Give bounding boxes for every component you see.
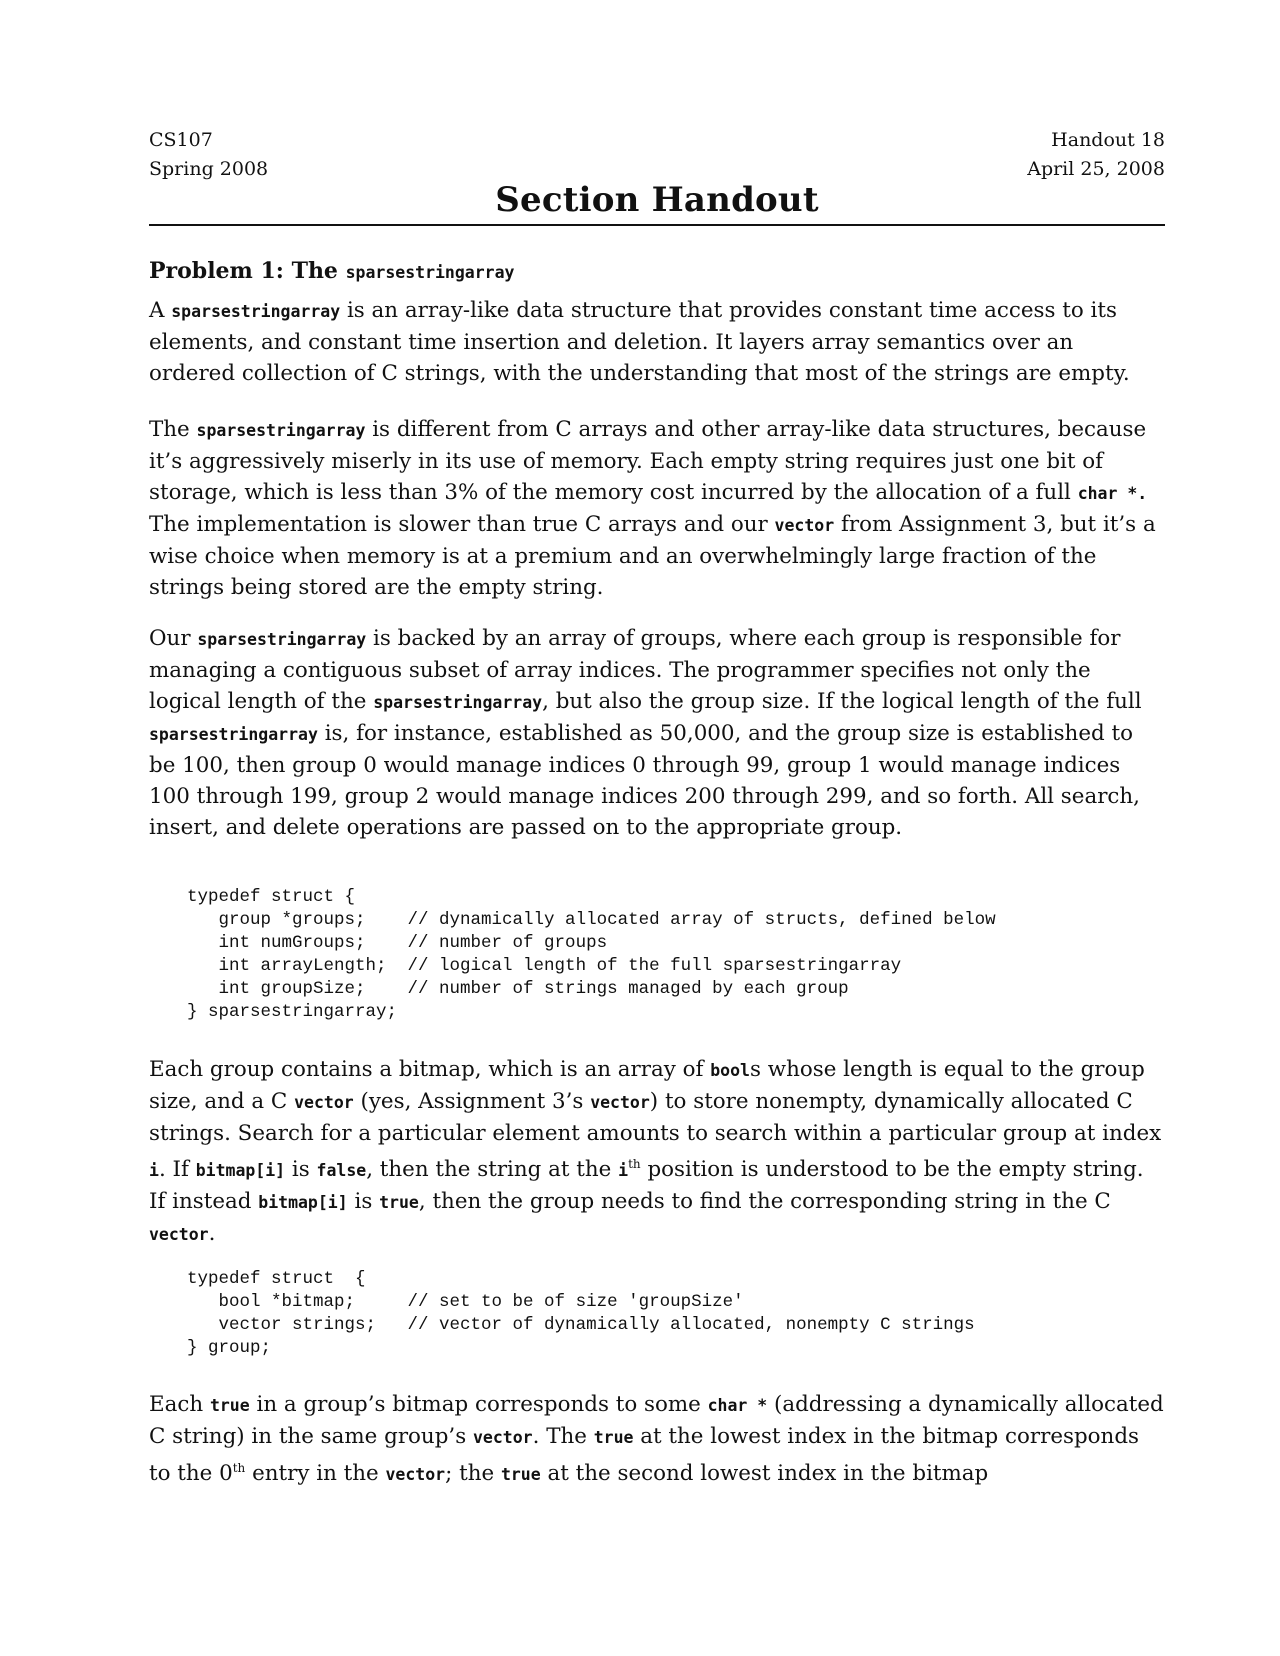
term-label: Spring 2008 — [149, 158, 269, 180]
p4-code-4: i — [149, 1161, 159, 1181]
p5-text-g: ; the — [445, 1461, 501, 1487]
p3-text-b: is backed by an array of groups, where each group is responsible for managing a contiguous subset of array indices. The programmer specifies not only the logical length of the — [149, 626, 1121, 714]
paragraph-5 — [149, 1389, 1165, 1490]
code-block-group: typedef struct { bool *bitmap; // set to be of size 'groupSize' vector strings; // vector of dynamically allocated, nonempty C strings } group; — [187, 1269, 975, 1358]
p4-code-3: vector — [590, 1093, 650, 1112]
p1-text-a: A — [149, 298, 172, 323]
code-block-sparsestringarray: typedef struct { group *groups; // dynamically allocated array of structs, defined below int numGroups; // number of groups int arrayLength; // logical length of the full sparsestringarray int groupSize; // number of strings managed by each group } sparsestringarray; — [187, 887, 996, 1022]
paragraph-2 — [149, 414, 1165, 603]
p4-text-i: is — [347, 1189, 380, 1215]
p5-text-c: (addressing a dynamically allocated C string) in the same group’s — [149, 1392, 1164, 1449]
p5-code-1: true — [209, 1396, 250, 1415]
p5-text-a: Each — [149, 1392, 210, 1417]
p3-code-1: sparsestringarray — [197, 630, 367, 649]
p4-text-b: s whose length is equal to the group size, and a C — [149, 1057, 1145, 1114]
paragraph-3 — [149, 623, 1165, 843]
course-label: CS107 — [149, 129, 213, 151]
p5-code-2: char * — [707, 1396, 768, 1415]
p4-text-j: , then the group needs to find the corresponding string in the C — [418, 1189, 1111, 1215]
p3-text-c: , but also the group size. If the logical length of the full — [542, 689, 1142, 714]
paragraph-4 — [149, 1054, 1165, 1250]
p5-text-f: entry in the — [245, 1461, 386, 1487]
handout-date: April 25, 2008 — [1027, 158, 1165, 180]
p4-code-2: vector — [294, 1093, 354, 1112]
p5-code-5: vector — [385, 1465, 446, 1485]
p5-text-h: at the second lowest index in the bitmap — [540, 1461, 989, 1487]
p5-text-d: . The — [532, 1424, 594, 1449]
p2-text-d: from Assignment 3, but it’s a wise choice when memory is at a premium and an overwhelmingly large fraction of the strings being stored are the empty string. — [149, 512, 1156, 600]
p4-code-8: bitmap[i] — [258, 1193, 348, 1213]
p5-code-6: true — [500, 1465, 541, 1485]
p3-text-a: Our — [149, 626, 198, 651]
p4-text-f: is — [285, 1157, 317, 1183]
p4-code-7: i — [618, 1161, 629, 1181]
problem-heading — [149, 258, 514, 284]
p5-code-4: true — [593, 1428, 634, 1447]
p4-code-5: bitmap[i] — [195, 1161, 286, 1181]
problem-heading-code: sparsestringarray — [345, 263, 515, 282]
p3-code-2: sparsestringarray — [373, 693, 543, 712]
page-title: Section Handout — [495, 180, 819, 220]
p1-text-b: is an array-like data structure that provides constant time access to its elements, and constant time insertion and deletion. It layers array semantics over an ordered collection of C strings, with the understanding that most of the strings are empty. — [149, 298, 1130, 386]
p2-text-a: The — [149, 417, 197, 442]
p2-code-1: sparsestringarray — [196, 421, 366, 440]
p5-superscript: th — [232, 1461, 246, 1475]
problem-heading-text: Problem 1: The — [149, 258, 346, 284]
p5-text-e: at the lowest index in the bitmap corresponds to the 0 — [149, 1424, 1139, 1487]
p4-text-c: (yes, Assignment 3’s — [353, 1089, 591, 1114]
p4-code-10: vector — [149, 1225, 209, 1245]
p2-code-3: vector — [774, 516, 835, 535]
p3-text-d: is, for instance, established as 50,000, and the group size is established to be 100, then group 0 would manage indices 0 through 99, group 1 would manage indices 100 through 199, group 2 would manage indices 200 through 299, and so forth. All search, insert, and delete operations are passed on to the appropriate group. — [149, 721, 1140, 840]
p4-code-6: false — [316, 1161, 367, 1181]
p4-text-g: , then the string at the — [366, 1157, 619, 1183]
p2-text-b: is different from C arrays and other array-like data structures, because it’s aggressively miserly in its use of memory. Each empty string requires just one bit of storage, which is less than 3% of the memory cost incurred by the allocation of a full — [149, 417, 1147, 505]
p3-code-3: sparsestringarray — [149, 725, 318, 744]
p4-superscript: th — [628, 1157, 641, 1171]
handout-number: Handout 18 — [1051, 129, 1165, 151]
p4-text-k: . — [208, 1221, 216, 1247]
p4-text-a: Each group contains a bitmap, which is an array of — [149, 1057, 711, 1082]
p2-code-2: char *. — [1077, 484, 1148, 503]
p4-text-e: . If — [158, 1157, 196, 1183]
p1-code-1: sparsestringarray — [171, 302, 341, 321]
p2-text-c: The implementation is slower than true C arrays and our — [149, 512, 775, 537]
p5-code-3: vector — [472, 1428, 533, 1447]
p4-code-1: bool — [710, 1061, 750, 1080]
p4-code-9: true — [379, 1193, 419, 1213]
p4-text-d: ) to store nonempty, dynamically allocated C strings. Search for a particular element amounts to search within a particular group at index — [149, 1089, 1162, 1146]
p5-text-b: in a group’s bitmap corresponds to some — [249, 1392, 708, 1417]
paragraph-1 — [149, 295, 1165, 389]
title-divider — [149, 224, 1165, 226]
p4-text-h: position is understood to be the empty string. If instead — [149, 1157, 1144, 1215]
